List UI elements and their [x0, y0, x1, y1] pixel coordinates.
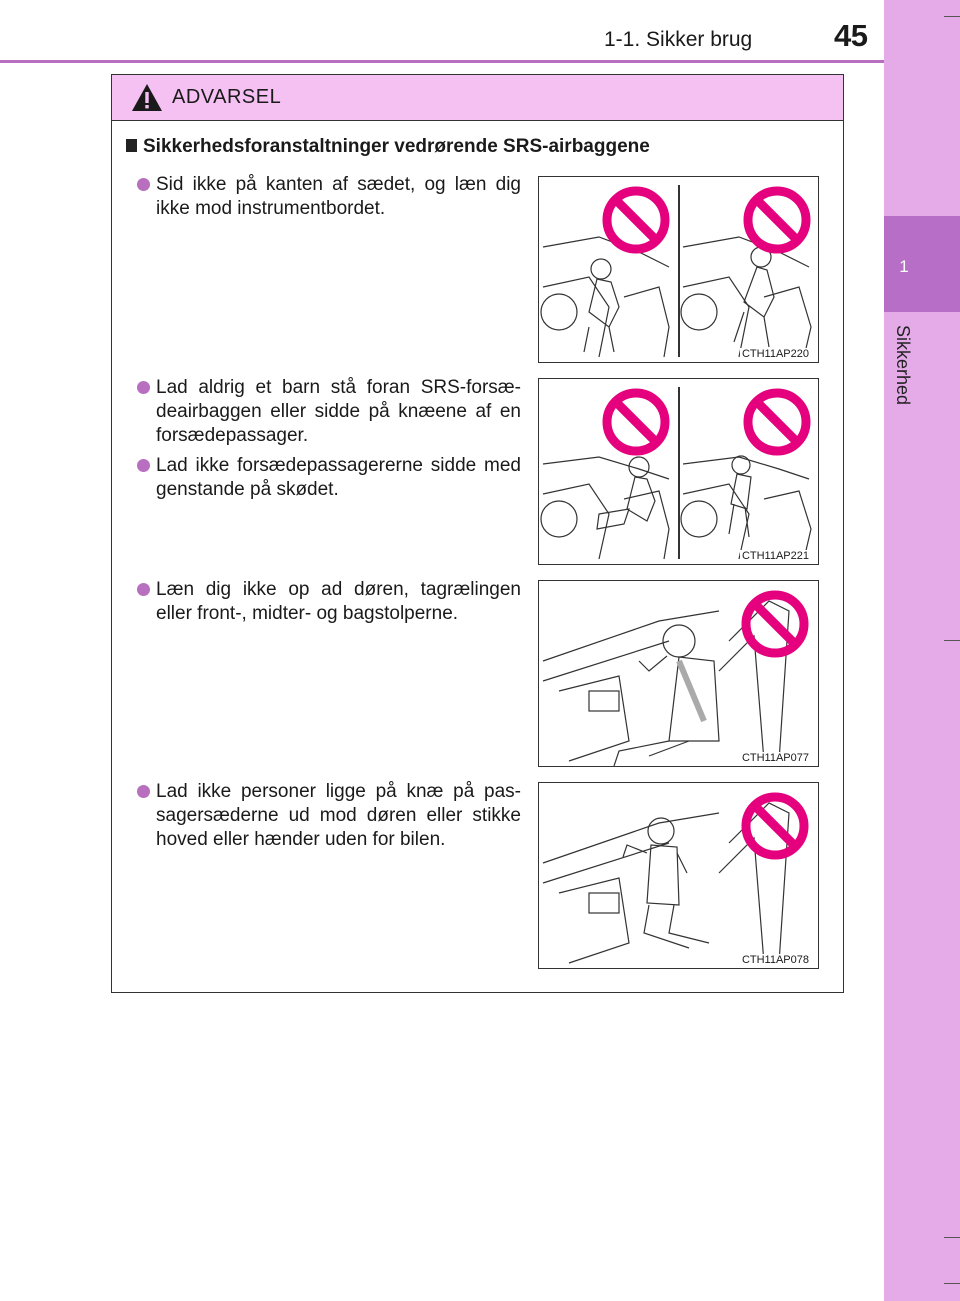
header-rule [0, 60, 884, 63]
bullet-item [156, 376, 521, 448]
prohibition-sign-icon [748, 393, 806, 451]
prohibition-sign-icon [607, 191, 665, 249]
chapter-label: Sikkerhed [893, 325, 913, 406]
section-heading-text: Sikkerhedsforanstaltninger vedrørende SRS-airbaggene [143, 136, 650, 157]
car-interior-illustration [539, 379, 818, 564]
bullet-dot-icon [137, 459, 150, 472]
section-heading [126, 136, 650, 158]
chapter-side-tab [884, 0, 960, 1301]
crop-mark [944, 1237, 960, 1238]
bullet-text: Lad ikke personer ligge på knæ på pas-sagersæderne ud mod døren eller stikke hoved eller hænder uden for bilen. [156, 781, 521, 850]
crop-mark [944, 1283, 960, 1284]
chapter-number: 1 [899, 257, 909, 276]
figure-code: CTH11AP077 [741, 752, 809, 764]
prohibition-sign-icon [607, 393, 665, 451]
illustration-leaning-on-dashboard [538, 176, 819, 363]
figure-code: CTH11AP220 [741, 348, 809, 360]
figure-code: CTH11AP078 [741, 954, 809, 966]
crop-mark [944, 16, 960, 17]
bullet-item [156, 780, 521, 852]
warning-header [112, 75, 843, 121]
bullet-dot-icon [137, 178, 150, 191]
bullet-dot-icon [137, 785, 150, 798]
bullet-item [156, 578, 521, 626]
car-interior-illustration [539, 177, 818, 362]
illustration-leaning-on-door [538, 580, 819, 767]
figure-code: CTH11AP221 [741, 550, 809, 562]
bullet-text: Lad ikke forsædepassagererne sidde med genstande på skødet. [156, 455, 521, 500]
crop-mark [944, 640, 960, 641]
page-number: 45 [834, 18, 868, 53]
bullet-dot-icon [137, 583, 150, 596]
car-interior-illustration [539, 783, 818, 968]
bullet-text: Sid ikke på kanten af sædet, og læn dig ikke mod instrumentbordet. [156, 174, 521, 219]
car-interior-illustration [539, 581, 818, 766]
square-bullet-icon [126, 139, 137, 152]
illustration-kneeling-on-seat [538, 782, 819, 969]
bullet-dot-icon [137, 381, 150, 394]
warning-triangle-icon [131, 83, 163, 112]
prohibition-sign-icon [748, 191, 806, 249]
bullet-text: Læn dig ikke op ad døren, tagrælingen eller front-, midter- og bagstolperne. [156, 579, 521, 624]
running-header-title: 1-1. Sikker brug [604, 28, 753, 51]
illustration-child-standing [538, 378, 819, 565]
bullet-item [156, 454, 521, 502]
bullet-item [156, 173, 521, 221]
warning-label: ADVARSEL [172, 86, 282, 108]
bullet-text: Lad aldrig et barn stå foran SRS-forsæ-deairbaggen eller sidde på knæene af en forsædepassager. [156, 377, 521, 446]
